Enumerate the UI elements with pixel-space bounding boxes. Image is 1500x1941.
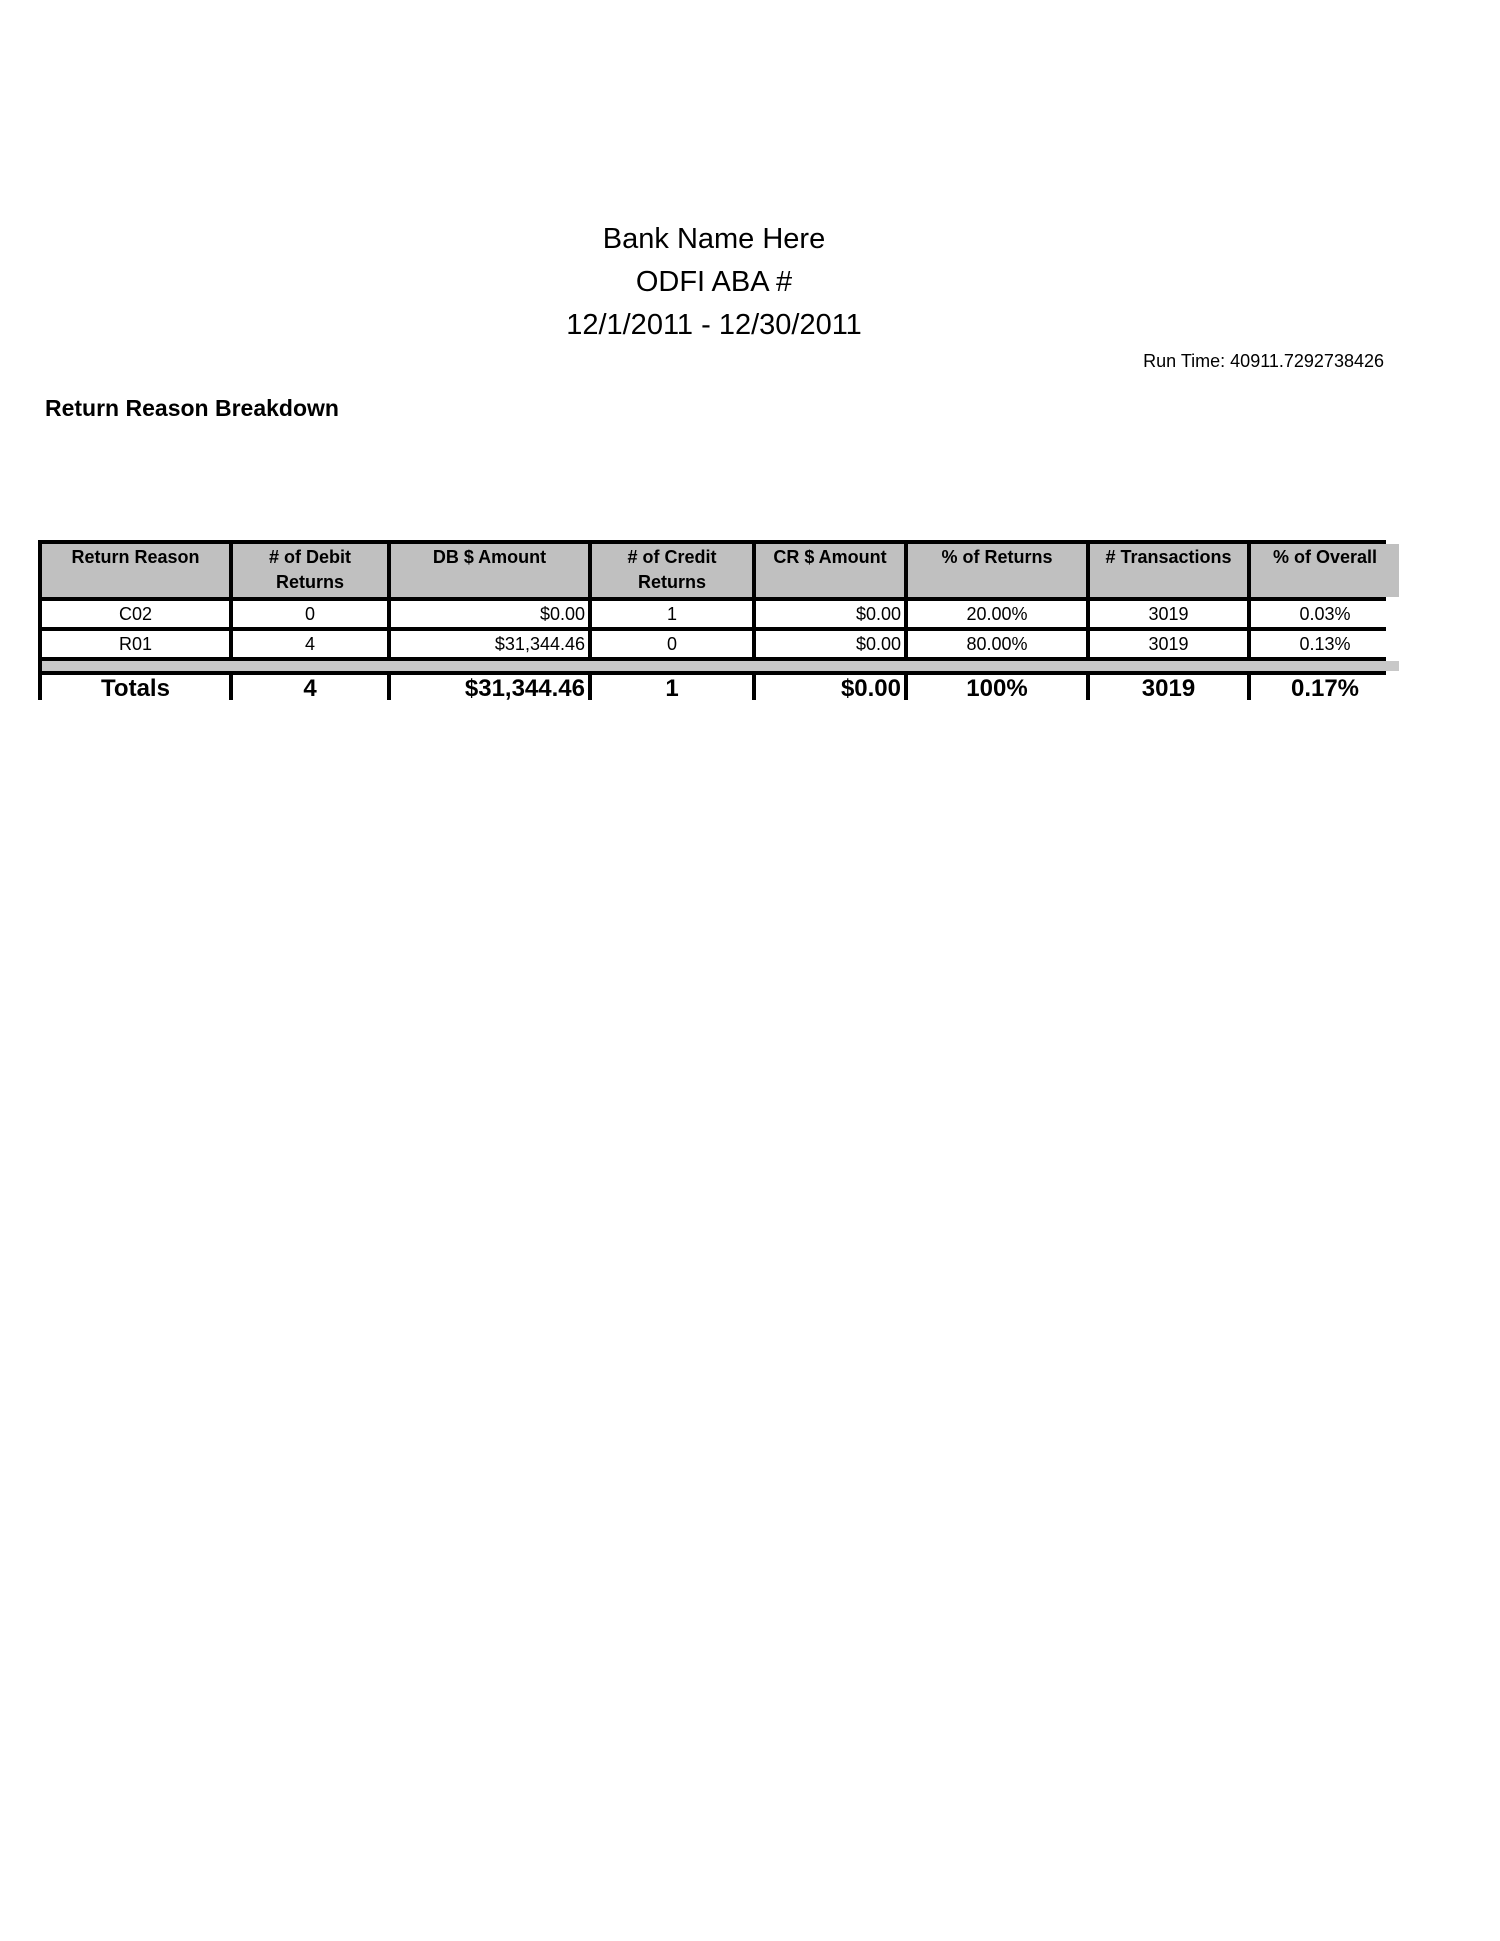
table-cell-percent-of-overall: 0.03% (1251, 601, 1399, 627)
totals-cr-amount: $0.00 (756, 675, 904, 703)
totals-percent-of-returns: 100% (908, 675, 1086, 703)
table-cell-db-amount: $31,344.46 (391, 631, 588, 657)
column-header-debit-returns: # of Debit Returns (233, 544, 387, 597)
column-header-transactions: # Transactions (1090, 544, 1247, 597)
run-time: Run Time: 40911.7292738426 (1143, 351, 1384, 371)
section-title: Return Reason Breakdown (45, 395, 339, 421)
totals-db-amount: $31,344.46 (391, 675, 588, 703)
table-cell-percent-of-overall: 0.13% (1251, 631, 1399, 657)
table-cell-debit-returns: 0 (233, 601, 387, 627)
table-cell-percent-of-returns: 80.00% (908, 631, 1086, 657)
table-cell-return-reason: C02 (42, 601, 229, 627)
bank-name: Bank Name Here (602, 223, 826, 255)
column-header-cr-amount: CR $ Amount (756, 544, 904, 597)
totals-transactions: 3019 (1090, 675, 1247, 703)
table-cell-return-reason: R01 (42, 631, 229, 657)
column-header-db-amount: DB $ Amount (391, 544, 588, 597)
totals-percent-of-overall: 0.17% (1251, 675, 1399, 703)
table-cell-cr-amount: $0.00 (756, 601, 904, 627)
totals-credit-returns: 1 (592, 675, 752, 703)
table-cell-transactions: 3019 (1090, 601, 1247, 627)
totals-debit-returns: 4 (233, 675, 387, 703)
table-cell-credit-returns: 0 (592, 631, 752, 657)
table-cell-percent-of-returns: 20.00% (908, 601, 1086, 627)
table-spacer-row (42, 661, 1399, 671)
column-header-percent-of-overall: % of Overall (1251, 544, 1399, 597)
table-cell-db-amount: $0.00 (391, 601, 588, 627)
column-header-percent-of-returns: % of Returns (908, 544, 1086, 597)
table-cell-credit-returns: 1 (592, 601, 752, 627)
odfi-aba-number: ODFI ABA # (635, 266, 793, 298)
column-header-return-reason: Return Reason (42, 544, 229, 597)
return-reason-table (38, 540, 1386, 700)
table-cell-transactions: 3019 (1090, 631, 1247, 657)
report-date-range: 12/1/2011 - 12/30/2011 (566, 309, 862, 341)
column-header-credit-returns: # of Credit Returns (592, 544, 752, 597)
table-cell-cr-amount: $0.00 (756, 631, 904, 657)
table-cell-debit-returns: 4 (233, 631, 387, 657)
totals-label: Totals (42, 675, 229, 703)
